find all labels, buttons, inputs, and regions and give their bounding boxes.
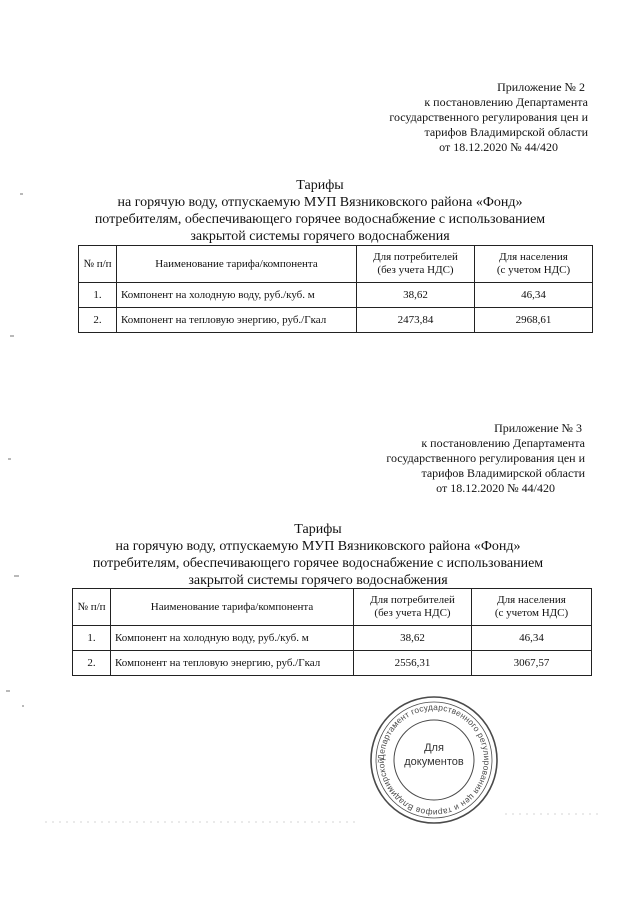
- row-name: Компонент на холодную воду, руб./куб. м: [111, 626, 354, 651]
- row-num: 1.: [73, 626, 111, 651]
- appendix-3-heading-line3: закрытой системы горячего водоснабжения: [188, 573, 448, 588]
- appendix-2-date: от 18.12.2020 № 44/420: [439, 140, 558, 154]
- appendix-3-heading-line2: потребителям, обеспечивающего горячее водоснабжение с использованием: [92, 556, 544, 571]
- row-consumers-value: 2473,84: [357, 308, 475, 333]
- row-population-value: 3067,57: [472, 651, 592, 676]
- appendix-3-title: Приложение № 3: [494, 421, 582, 435]
- appendix-3-line2: государственного регулирования цен и: [386, 451, 585, 465]
- col-population-line2: (с учетом НДС): [494, 607, 569, 619]
- row-consumers-value: 38,62: [354, 626, 472, 651]
- col-consumers-line1: Для потребителей: [370, 594, 455, 606]
- row-consumers-value: 38,62: [357, 283, 475, 308]
- stamp-center-line2: документов: [404, 756, 464, 768]
- row-population-value: 46,34: [475, 283, 593, 308]
- row-population-value: 2968,61: [475, 308, 593, 333]
- appendix-3-heading-title: Тарифы: [294, 522, 342, 537]
- col-name-header: Наименование тарифа/компонента: [117, 246, 357, 283]
- col-consumers-line2: (без учета НДС): [377, 264, 454, 276]
- col-num-header: № п/п: [79, 246, 117, 283]
- row-num: 2.: [73, 651, 111, 676]
- appendix-2-line3: тарифов Владимирской области: [424, 125, 588, 139]
- col-num-header: № п/п: [73, 589, 111, 626]
- col-population-line2: (с учетом НДС): [496, 264, 571, 276]
- row-consumers-value: 2556,31: [354, 651, 472, 676]
- col-consumers-line2: (без учета НДС): [374, 607, 451, 619]
- appendix-2-heading-line1: на горячую воду, отпускаемую МУП Вязниковского района «Фонд»: [117, 195, 523, 210]
- appendix-2-line2: государственного регулирования цен и: [389, 110, 588, 124]
- row-name: Компонент на холодную воду, руб./куб. м: [117, 283, 357, 308]
- appendix-2-heading-line3: закрытой системы горячего водоснабжения: [190, 229, 450, 244]
- col-population-line1: Для населения: [499, 251, 568, 263]
- row-name: Компонент на тепловую энергию, руб./Гкал: [111, 651, 354, 676]
- row-population-value: 46,34: [472, 626, 592, 651]
- appendix-3-heading-line1: на горячую воду, отпускаемую МУП Вязниковского района «Фонд»: [115, 539, 521, 554]
- col-consumers-line1: Для потребителей: [373, 251, 458, 263]
- appendix-3-line1: к постановлению Департамента: [421, 436, 585, 450]
- col-population-line1: Для населения: [497, 594, 566, 606]
- stamp-ring-text: Департамент государственного регулирования цен и тарифов Владимирской: [375, 701, 493, 819]
- stamp-center-line1: Для: [424, 742, 444, 754]
- appendix-2-heading-line2: потребителям, обеспечивающего горячее водоснабжение с использованием: [94, 212, 546, 227]
- appendix-2-title: Приложение № 2: [497, 80, 585, 94]
- appendix-3-date: от 18.12.2020 № 44/420: [436, 481, 555, 495]
- appendix-3-line3: тарифов Владимирской области: [421, 466, 585, 480]
- row-num: 2.: [79, 308, 117, 333]
- row-num: 1.: [79, 283, 117, 308]
- row-name: Компонент на тепловую энергию, руб./Гкал: [117, 308, 357, 333]
- appendix-2-heading-title: Тарифы: [296, 178, 344, 193]
- col-name-header: Наименование тарифа/компонента: [111, 589, 354, 626]
- appendix-2-line1: к постановлению Департамента: [424, 95, 588, 109]
